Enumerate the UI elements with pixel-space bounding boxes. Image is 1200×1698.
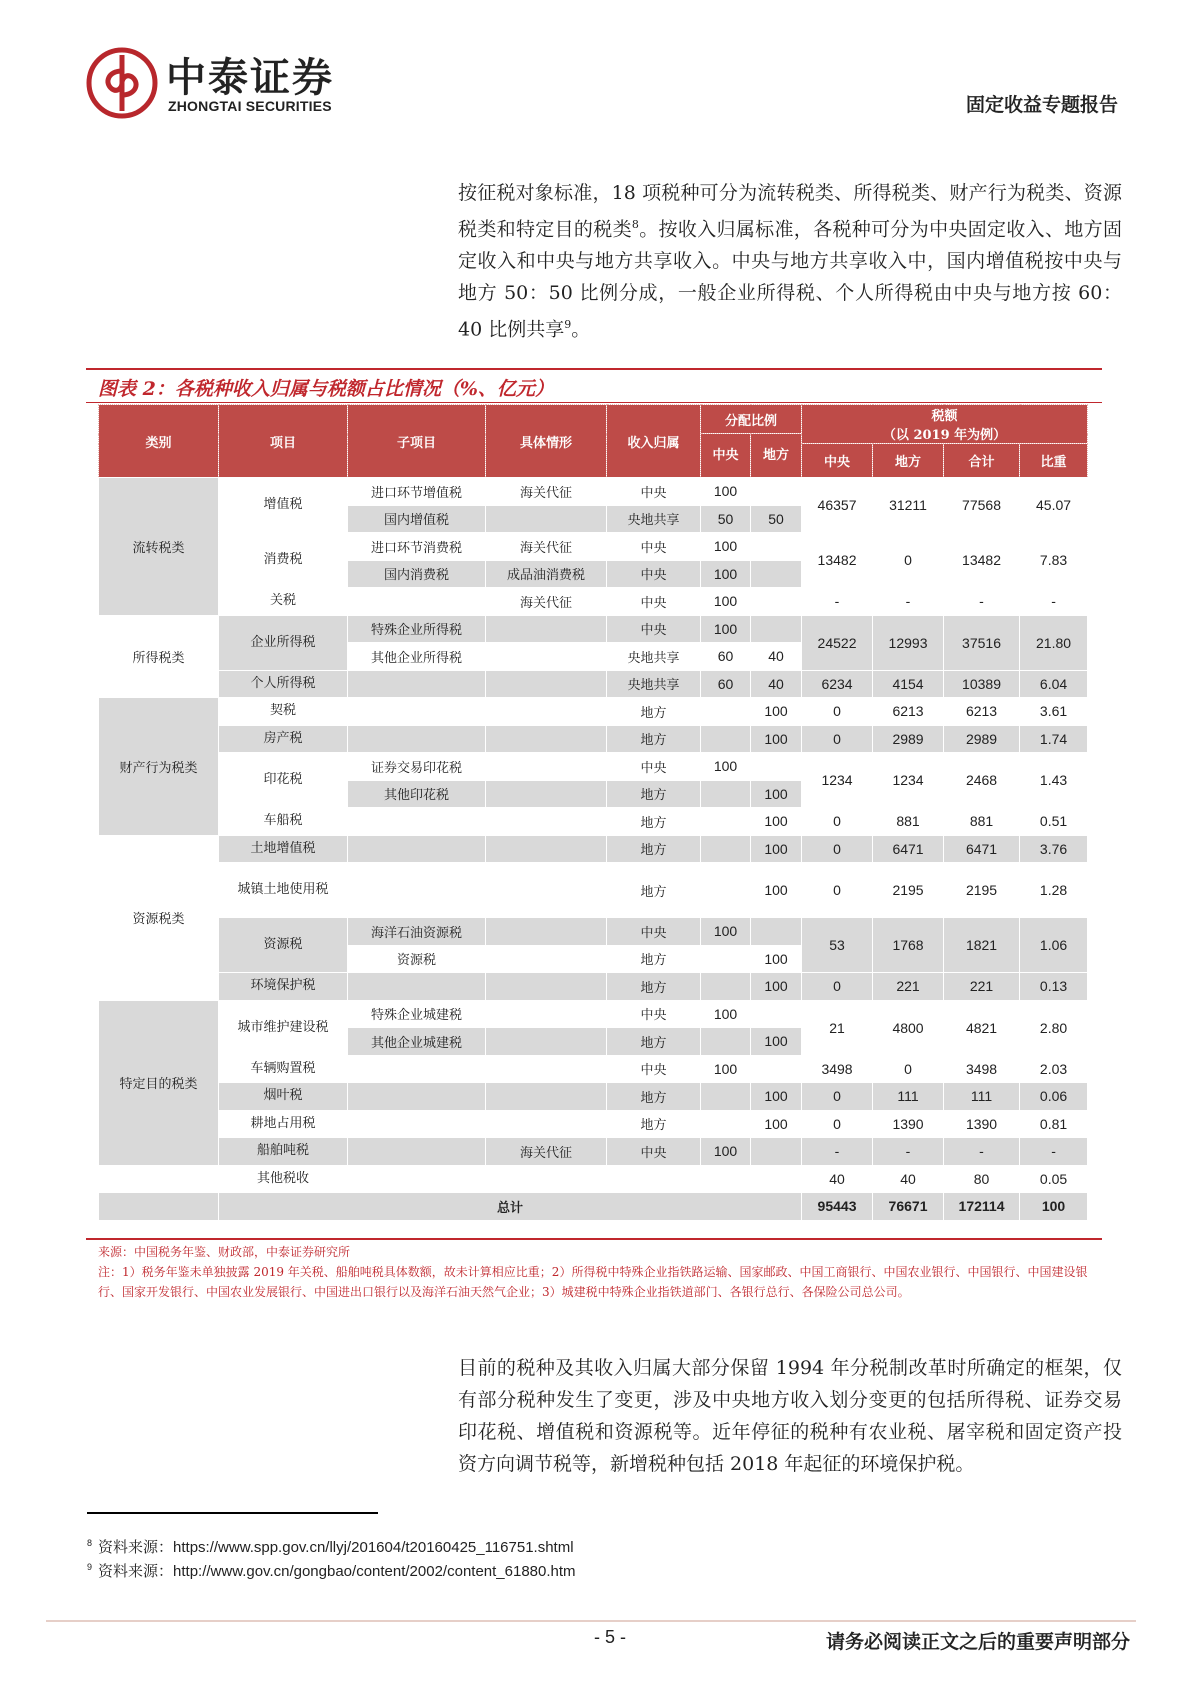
total-row <box>99 1193 1088 1221</box>
total-amount-cell: 1390 <box>944 1110 1020 1138</box>
total-local: 76671 <box>873 1193 944 1221</box>
central-pct-cell <box>701 945 751 973</box>
table-row <box>99 1138 1088 1166</box>
central-pct-cell <box>701 973 751 1001</box>
total-amount-cell: 111 <box>944 1083 1020 1111</box>
table-row <box>99 753 1088 781</box>
central-pct-cell: 100 <box>701 1138 751 1166</box>
footnote-mark: 9 <box>87 1562 93 1572</box>
local-amount-cell: 1234 <box>873 753 944 808</box>
owner-cell: 中央 <box>607 533 701 561</box>
central-pct-cell <box>701 780 751 808</box>
detail-cell <box>486 808 607 836</box>
local-pct-cell <box>751 560 802 588</box>
subitem-cell <box>348 1055 486 1083</box>
central-amount-cell: 0 <box>802 835 873 863</box>
owner-cell: 地方 <box>607 945 701 973</box>
central-pct-cell <box>701 1028 751 1056</box>
subitem-cell <box>348 863 486 918</box>
figure-source: 来源：中国税务年鉴、财政部，中泰证券研究所 <box>98 1245 351 1259</box>
local-pct-cell: 40 <box>751 670 802 698</box>
table-row <box>99 863 1088 918</box>
item-cell: 车辆购置税 <box>219 1055 348 1083</box>
detail-cell: 海关代征 <box>486 588 607 616</box>
owner-cell: 中央 <box>607 478 701 506</box>
owner-cell: 中央 <box>607 918 701 946</box>
detail-cell: 海关代征 <box>486 533 607 561</box>
subitem-cell <box>348 1110 486 1138</box>
local-amount-cell: - <box>873 1138 944 1166</box>
central-amount-cell: 46357 <box>802 478 873 533</box>
central-amount-cell: 3498 <box>802 1055 873 1083</box>
share-cell: 0.81 <box>1020 1110 1088 1138</box>
central-amount-cell: 0 <box>802 1083 873 1111</box>
total-amount-cell: 881 <box>944 808 1020 836</box>
local-amount-cell: 40 <box>873 1165 944 1193</box>
total-blank <box>99 1193 219 1221</box>
central-pct-cell <box>701 725 751 753</box>
central-pct-cell <box>701 863 751 918</box>
detail-cell <box>486 725 607 753</box>
footer-rule <box>46 1620 1136 1622</box>
detail-cell <box>486 1165 607 1193</box>
detail-cell <box>486 753 607 781</box>
paragraph-text: 按征税对象标准，18 项税种可分为流转税类、所得税类、财产行为税类、资源税类和特定目的税类 <box>458 182 1122 241</box>
subitem-cell: 资源税 <box>348 945 486 973</box>
detail-cell <box>486 973 607 1001</box>
local-amount-cell: 111 <box>873 1083 944 1111</box>
total-amount-cell: 10389 <box>944 670 1020 698</box>
owner-cell: 地方 <box>607 780 701 808</box>
subitem-cell <box>348 1083 486 1111</box>
subitem-cell: 进口环节增值税 <box>348 478 486 506</box>
figure-title: 图表 2：各税种收入归属与税额占比情况（%、亿元） <box>98 378 554 400</box>
header-amount <box>802 405 1088 444</box>
central-amount-cell: 1234 <box>802 753 873 808</box>
detail-cell: 海关代征 <box>486 478 607 506</box>
subitem-cell: 其他企业所得税 <box>348 643 486 671</box>
total-amount-cell: - <box>944 1138 1020 1166</box>
local-amount-cell: 2989 <box>873 725 944 753</box>
local-pct-cell: 100 <box>751 973 802 1001</box>
subitem-cell: 进口环节消费税 <box>348 533 486 561</box>
detail-cell <box>486 698 607 726</box>
table-row <box>99 698 1088 726</box>
central-amount-cell: 0 <box>802 973 873 1001</box>
owner-cell: 央地共享 <box>607 670 701 698</box>
subitem-cell <box>348 588 486 616</box>
share-cell: 1.28 <box>1020 863 1088 918</box>
share-cell: 0.51 <box>1020 808 1088 836</box>
share-cell: 1.06 <box>1020 918 1088 973</box>
total-central: 95443 <box>802 1193 873 1221</box>
subitem-cell: 其他印花税 <box>348 780 486 808</box>
total-amount-cell: 221 <box>944 973 1020 1001</box>
detail-cell <box>486 1000 607 1028</box>
table-row <box>99 808 1088 836</box>
header-split-central: 中央 <box>701 434 751 478</box>
total-amount-cell: - <box>944 588 1020 616</box>
detail-cell <box>486 670 607 698</box>
detail-cell: 成品油消费税 <box>486 560 607 588</box>
table-row <box>99 1110 1088 1138</box>
detail-cell <box>486 615 607 643</box>
table-row <box>99 615 1088 643</box>
share-cell: 1.74 <box>1020 725 1088 753</box>
total-amount-cell: 77568 <box>944 478 1020 533</box>
item-cell: 烟叶税 <box>219 1083 348 1111</box>
local-pct-cell: 100 <box>751 945 802 973</box>
central-amount-cell: - <box>802 588 873 616</box>
local-pct-cell: 100 <box>751 1083 802 1111</box>
item-cell: 其他税收 <box>219 1165 348 1193</box>
header-amount-label: 税额 <box>931 409 958 424</box>
central-pct-cell: 100 <box>701 1055 751 1083</box>
central-amount-cell: 0 <box>802 808 873 836</box>
central-pct-cell: 60 <box>701 643 751 671</box>
detail-cell <box>486 1055 607 1083</box>
header-split-local: 地方 <box>751 434 802 478</box>
share-cell: - <box>1020 588 1088 616</box>
owner-cell: 中央 <box>607 560 701 588</box>
table-row <box>99 1165 1088 1193</box>
table-row <box>99 478 1088 506</box>
category-cell: 财产行为税类 <box>99 698 219 836</box>
footnote-ref-8[interactable]: 8 <box>631 218 639 231</box>
total-label: 总计 <box>219 1193 802 1221</box>
total-amount-cell: 13482 <box>944 533 1020 588</box>
local-pct-cell: 50 <box>751 505 802 533</box>
subitem-cell <box>348 670 486 698</box>
share-cell: - <box>1020 1138 1088 1166</box>
local-amount-cell: 4154 <box>873 670 944 698</box>
share-cell: 3.61 <box>1020 698 1088 726</box>
central-pct-cell <box>701 1110 751 1138</box>
central-amount-cell: 21 <box>802 1000 873 1055</box>
detail-cell <box>486 918 607 946</box>
item-cell: 企业所得税 <box>219 615 348 670</box>
subitem-cell <box>348 698 486 726</box>
item-cell: 消费税 <box>219 533 348 588</box>
footnote-9 <box>87 1560 576 1581</box>
share-cell: 7.83 <box>1020 533 1088 588</box>
header-local: 地方 <box>873 444 944 478</box>
local-pct-cell <box>751 1055 802 1083</box>
owner-cell: 中央 <box>607 1000 701 1028</box>
page-number: - 5 - <box>593 1627 626 1647</box>
item-cell: 城市维护建设税 <box>219 1000 348 1055</box>
category-cell: 资源税类 <box>99 835 219 1000</box>
logo-chinese-name: 中泰证券 <box>166 55 334 101</box>
local-pct-cell <box>751 1165 802 1193</box>
central-amount-cell: 53 <box>802 918 873 973</box>
logo-english-name: ZHONGTAI SECURITIES <box>168 98 332 114</box>
subitem-cell <box>348 973 486 1001</box>
footnote-ref-9[interactable]: 9 <box>564 318 572 332</box>
owner-cell: 地方 <box>607 863 701 918</box>
table-row <box>99 725 1088 753</box>
category-cell: 特定目的税类 <box>99 1000 219 1165</box>
local-amount-cell: - <box>873 588 944 616</box>
owner-cell: 地方 <box>607 835 701 863</box>
owner-cell: 地方 <box>607 808 701 836</box>
zhongtai-logo-icon <box>86 47 158 119</box>
item-cell: 耕地占用税 <box>219 1110 348 1138</box>
subitem-cell <box>348 808 486 836</box>
local-amount-cell: 221 <box>873 973 944 1001</box>
header-category: 类别 <box>99 405 219 478</box>
body-paragraph: 目前的税种及其收入归属大部分保留 1994 年分税制改革时所确定的框架，仅有部分税种发生了变更，涉及中央地方收入划分变更的包括所得税、证券交易印花税、增值税和资源税等。近年停征的税种有农业税、屠宰税和固定资产投资方向调节税等，新增税种包括 2018 年起征的环境保护税。 <box>458 1357 1122 1475</box>
detail-cell <box>486 505 607 533</box>
local-pct-cell: 100 <box>751 863 802 918</box>
detail-cell <box>486 780 607 808</box>
subitem-cell: 海洋石油资源税 <box>348 918 486 946</box>
central-amount-cell: 0 <box>802 863 873 918</box>
item-cell: 车船税 <box>219 808 348 836</box>
local-amount-cell: 4800 <box>873 1000 944 1055</box>
share-cell: 6.04 <box>1020 670 1088 698</box>
detail-cell <box>486 945 607 973</box>
detail-cell <box>486 1110 607 1138</box>
central-amount-cell: 0 <box>802 1110 873 1138</box>
share-cell: 45.07 <box>1020 478 1088 533</box>
local-pct-cell: 100 <box>751 835 802 863</box>
local-pct-cell: 100 <box>751 808 802 836</box>
local-amount-cell: 1768 <box>873 918 944 973</box>
owner-cell: 地方 <box>607 1110 701 1138</box>
local-pct-cell <box>751 1000 802 1028</box>
table-row <box>99 1083 1088 1111</box>
central-amount-cell: 13482 <box>802 533 873 588</box>
subitem-cell: 国内消费税 <box>348 560 486 588</box>
table-row <box>99 1000 1088 1028</box>
central-pct-cell: 100 <box>701 560 751 588</box>
owner-cell: 地方 <box>607 1083 701 1111</box>
local-pct-cell <box>751 918 802 946</box>
table-row <box>99 918 1088 946</box>
central-amount-cell: 0 <box>802 725 873 753</box>
local-amount-cell: 881 <box>873 808 944 836</box>
owner-cell: 中央 <box>607 753 701 781</box>
total-share: 100 <box>1020 1193 1088 1221</box>
item-cell: 契税 <box>219 698 348 726</box>
item-cell: 环境保护税 <box>219 973 348 1001</box>
item-cell: 土地增值税 <box>219 835 348 863</box>
central-pct-cell: 100 <box>701 478 751 506</box>
category-cell: 所得税类 <box>99 615 219 698</box>
header-item: 项目 <box>219 405 348 478</box>
central-pct-cell <box>701 1165 751 1193</box>
share-cell: 2.80 <box>1020 1000 1088 1055</box>
local-amount-cell: 1390 <box>873 1110 944 1138</box>
central-amount-cell: 24522 <box>802 615 873 670</box>
total-amount-cell: 6213 <box>944 698 1020 726</box>
central-pct-cell: 100 <box>701 918 751 946</box>
figure-title-rule <box>86 402 1102 403</box>
central-pct-cell: 100 <box>701 533 751 561</box>
figure-notes <box>98 1242 1088 1302</box>
local-pct-cell: 100 <box>751 780 802 808</box>
central-amount-cell: 40 <box>802 1165 873 1193</box>
total-amount-cell: 37516 <box>944 615 1020 670</box>
local-pct-cell: 100 <box>751 1110 802 1138</box>
figure-top-rule <box>86 368 1102 370</box>
footnote-link[interactable]: 资料来源：https://www.spp.gov.cn/llyj/201604/t20160425_116751.shtml <box>98 1539 574 1556</box>
detail-cell <box>486 643 607 671</box>
subitem-cell <box>348 1165 486 1193</box>
local-amount-cell: 2195 <box>873 863 944 918</box>
total-amount-cell: 2989 <box>944 725 1020 753</box>
table-row <box>99 1055 1088 1083</box>
header-central: 中央 <box>802 444 873 478</box>
total-amount-cell: 4821 <box>944 1000 1020 1055</box>
table-row <box>99 533 1088 561</box>
subitem-cell <box>348 725 486 753</box>
owner-cell: 中央 <box>607 1138 701 1166</box>
detail-cell <box>486 835 607 863</box>
item-cell: 印花税 <box>219 753 348 808</box>
figure-note: 注：1）税务年鉴未单独披露 2019 年关税、船舶吨税具体数额，故未计算相应比重；2）所得税中特殊企业指铁路运输、国家邮政、中国工商银行、中国农业银行、中国银行、中国建设银行、国家开发银行、中国农业发展银行、中国进出口银行以及海洋石油天然气企业；3）城建税中特殊企业指铁道部门、各银行总行、各保险公司总公司。 <box>98 1265 1088 1299</box>
total-amount-cell: 6471 <box>944 835 1020 863</box>
footnote-8 <box>87 1536 574 1557</box>
report-type: 固定收益专题报告 <box>965 94 1118 116</box>
owner-cell: 中央 <box>607 615 701 643</box>
paragraph-text: 。按收入归属标准，各税种可分为中央固定收入、地方固定收入和中央与地方共享收入。中央与地方共享收入中，国内增值税按中央与地方 50：50 比例分成，一般企业所得税、个人所得税由中央与地方按 60：40 比例共享 <box>458 218 1122 341</box>
item-cell: 房产税 <box>219 725 348 753</box>
subitem-cell: 特殊企业所得税 <box>348 615 486 643</box>
central-pct-cell: 100 <box>701 753 751 781</box>
item-cell: 增值税 <box>219 478 348 533</box>
owner-cell: 央地共享 <box>607 643 701 671</box>
paragraph-text: 。 <box>571 318 591 341</box>
local-amount-cell: 31211 <box>873 478 944 533</box>
local-amount-cell: 6471 <box>873 835 944 863</box>
share-cell: 3.76 <box>1020 835 1088 863</box>
total-amount-cell: 3498 <box>944 1055 1020 1083</box>
item-cell: 资源税 <box>219 918 348 973</box>
share-cell: 1.43 <box>1020 753 1088 808</box>
total-amount-cell: 80 <box>944 1165 1020 1193</box>
local-pct-cell <box>751 753 802 781</box>
detail-cell: 海关代征 <box>486 1138 607 1166</box>
detail-cell <box>486 863 607 918</box>
central-pct-cell: 100 <box>701 588 751 616</box>
disclaimer: 请务必阅读正文之后的重要声明部分 <box>825 1631 1130 1653</box>
header-share: 比重 <box>1020 444 1088 478</box>
local-amount-cell: 0 <box>873 533 944 588</box>
header-detail: 具体情形 <box>486 405 607 478</box>
subitem-cell <box>348 835 486 863</box>
share-cell: 21.80 <box>1020 615 1088 670</box>
central-amount-cell: - <box>802 1138 873 1166</box>
central-pct-cell: 50 <box>701 505 751 533</box>
share-cell: 0.05 <box>1020 1165 1088 1193</box>
subitem-cell: 证券交易印花税 <box>348 753 486 781</box>
table-row <box>99 835 1088 863</box>
share-cell: 2.03 <box>1020 1055 1088 1083</box>
tax-table <box>98 404 1088 1221</box>
local-pct-cell: 40 <box>751 643 802 671</box>
local-pct-cell: 100 <box>751 1028 802 1056</box>
total-amount-cell: 2195 <box>944 863 1020 918</box>
header-total: 合计 <box>944 444 1020 478</box>
local-pct-cell: 100 <box>751 725 802 753</box>
owner-cell: 地方 <box>607 698 701 726</box>
local-pct-cell <box>751 588 802 616</box>
footnote-mark: 8 <box>87 1538 93 1548</box>
central-pct-cell: 60 <box>701 670 751 698</box>
total-amount-cell: 2468 <box>944 753 1020 808</box>
detail-cell <box>486 1083 607 1111</box>
local-pct-cell: 100 <box>751 698 802 726</box>
subitem-cell: 国内增值税 <box>348 505 486 533</box>
footnote-rule <box>87 1512 378 1514</box>
category-cell: 流转税类 <box>99 478 219 616</box>
central-pct-cell: 100 <box>701 615 751 643</box>
header-amount-note: （以 2019 年为例） <box>882 428 1007 443</box>
header-subitem: 子项目 <box>348 405 486 478</box>
local-amount-cell: 6213 <box>873 698 944 726</box>
item-cell: 关税 <box>219 588 348 616</box>
central-amount-cell: 6234 <box>802 670 873 698</box>
header-owner: 收入归属 <box>607 405 701 478</box>
total-amount-cell: 1821 <box>944 918 1020 973</box>
local-amount-cell: 0 <box>873 1055 944 1083</box>
share-cell: 0.06 <box>1020 1083 1088 1111</box>
table-row <box>99 973 1088 1001</box>
subitem-cell: 特殊企业城建税 <box>348 1000 486 1028</box>
owner-cell: 央地共享 <box>607 505 701 533</box>
owner-cell: 中央 <box>607 588 701 616</box>
intro-paragraph <box>458 177 1122 346</box>
local-pct-cell <box>751 533 802 561</box>
detail-cell <box>486 1028 607 1056</box>
item-cell: 船舶吨税 <box>219 1138 348 1166</box>
category-cell <box>99 1165 219 1193</box>
central-pct-cell <box>701 1083 751 1111</box>
subitem-cell <box>348 1138 486 1166</box>
item-cell: 城镇土地使用税 <box>219 863 348 918</box>
owner-cell: 地方 <box>607 973 701 1001</box>
owner-cell: 地方 <box>607 725 701 753</box>
item-cell: 个人所得税 <box>219 670 348 698</box>
owner-cell: 中央 <box>607 1055 701 1083</box>
owner-cell: 地方 <box>607 1028 701 1056</box>
subitem-cell: 其他企业城建税 <box>348 1028 486 1056</box>
owner-cell <box>607 1165 701 1193</box>
total-sum: 172114 <box>944 1193 1020 1221</box>
figure-bottom-rule <box>86 1238 1102 1240</box>
central-pct-cell: 100 <box>701 1000 751 1028</box>
central-pct-cell <box>701 835 751 863</box>
central-pct-cell <box>701 698 751 726</box>
local-pct-cell <box>751 615 802 643</box>
local-pct-cell <box>751 1138 802 1166</box>
table-row <box>99 670 1088 698</box>
share-cell: 0.13 <box>1020 973 1088 1001</box>
local-amount-cell: 12993 <box>873 615 944 670</box>
local-pct-cell <box>751 478 802 506</box>
table-row <box>99 588 1088 616</box>
central-pct-cell <box>701 808 751 836</box>
footnote-link[interactable]: 资料来源：http://www.gov.cn/gongbao/content/2002/content_61880.htm <box>98 1563 576 1580</box>
header-split: 分配比例 <box>701 405 802 434</box>
central-amount-cell: 0 <box>802 698 873 726</box>
